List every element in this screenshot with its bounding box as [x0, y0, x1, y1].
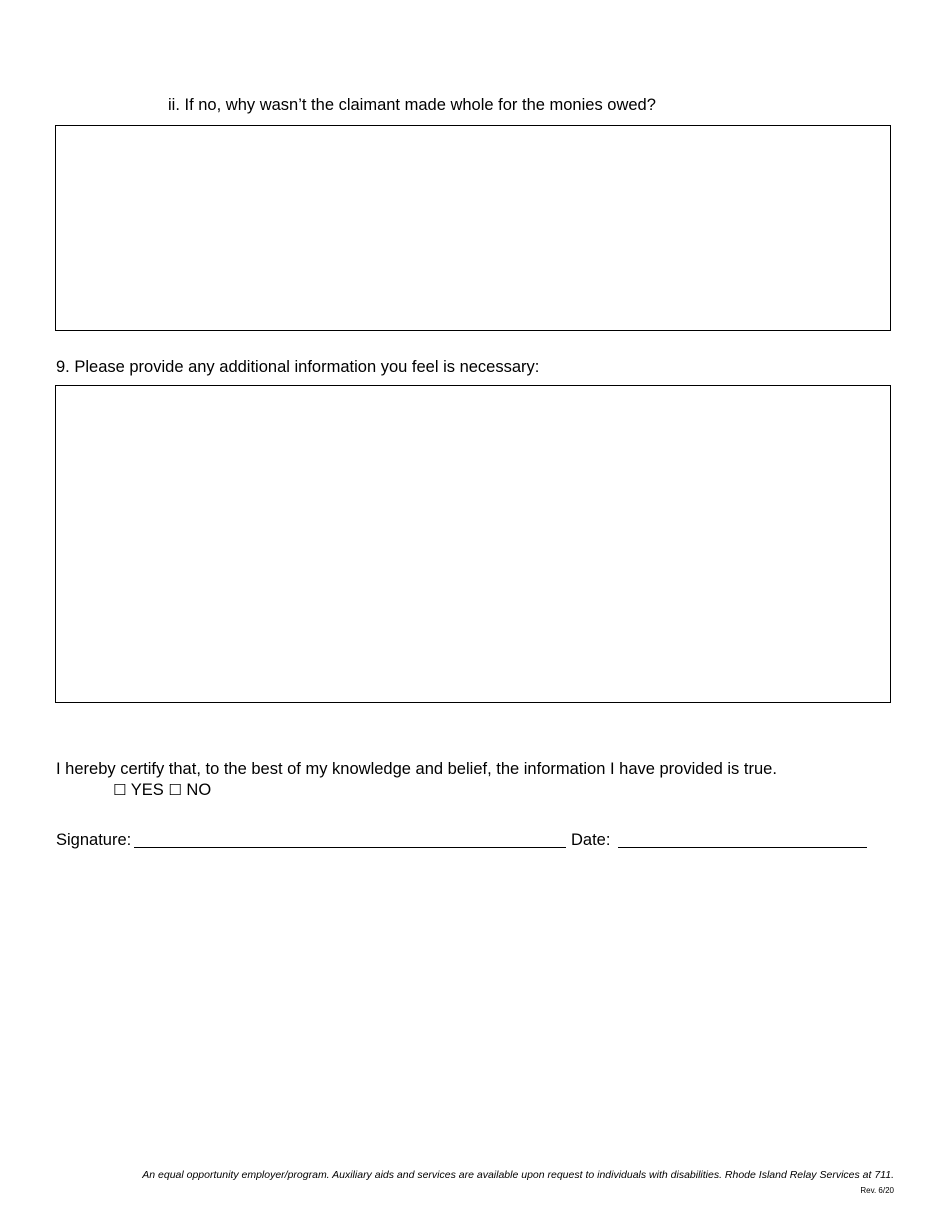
yes-label: YES: [130, 781, 164, 799]
revision-label: Rev. 6/20: [860, 1186, 894, 1195]
certification-options: [113, 780, 211, 800]
question-9-label: 9. Please provide any additional information you feel is necessary:: [56, 358, 540, 376]
no-checkbox[interactable]: ☐: [168, 781, 182, 799]
date-line[interactable]: [618, 847, 867, 848]
signature-label: Signature:: [56, 831, 132, 849]
no-label: NO: [186, 781, 212, 799]
signature-line[interactable]: [134, 847, 566, 848]
question-9-answer-box[interactable]: [55, 385, 891, 703]
question-8-ii-answer-box[interactable]: [55, 125, 891, 331]
yes-checkbox[interactable]: ☐: [113, 781, 127, 799]
date-label: Date:: [571, 831, 611, 849]
question-8-ii-label: ii. If no, why wasn’t the claimant made whole for the monies owed?: [168, 96, 656, 114]
footer-notice: An equal opportunity employer/program. Auxiliary aids and services are available upon request to individuals with disabilities. Rhode Island Relay Services at 711.: [142, 1169, 894, 1181]
certification-statement: I hereby certify that, to the best of my knowledge and belief, the information I have provided is true.: [56, 760, 777, 778]
